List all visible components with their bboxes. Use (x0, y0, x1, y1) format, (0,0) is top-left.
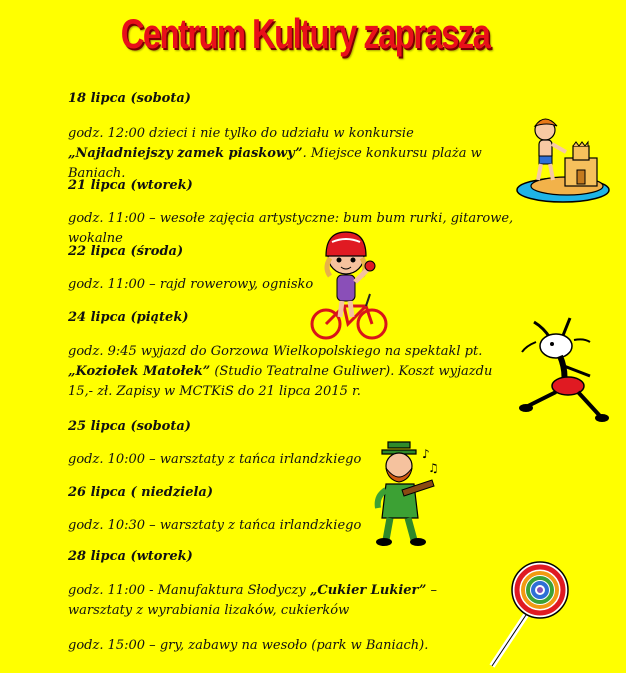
page-title: Centrum Kultury zaprasza (120, 10, 490, 57)
event-description: godz. 15:00 – gry, zabawy na wesoło (park w Baniach). (68, 638, 429, 653)
event-description: godz. 11:00 – rajd rowerowy, ognisko (68, 277, 314, 292)
girl-on-bike-illustration (308, 230, 390, 342)
lollipop-illustration (484, 558, 576, 670)
event-date: 25 lipca (sobota) (68, 419, 191, 434)
sandcastle-child-illustration (515, 112, 611, 204)
event-description: godz. 10:00 – warsztaty z tańca irlandzkiego (68, 452, 362, 467)
goat-character-illustration (516, 312, 616, 430)
event-date: 18 lipca (sobota) (68, 91, 191, 106)
event-date: 26 lipca ( niedziela) (68, 485, 213, 500)
event-date: 28 lipca (wtorek) (68, 549, 193, 564)
svg-text:♫: ♫ (428, 461, 439, 475)
event-description: godz. 11:00 - Manufaktura Słodyczy „Cukier Lukier” – warsztaty z wyrabiania lizaków, cukierków (68, 583, 437, 618)
event-description: godz. 9:45 wyjazd do Gorzowa Wielkopolskiego na spektakl pt. „Koziołek Matołek” (Studio Teatralne Guliwer). Koszt wyjazdu 15,- zł. Zapisy w MCTKiS do 21 lipca 2015 r. (68, 344, 493, 399)
event-description: godz. 11:00 – wesołe zajęcia artystyczne: bum bum rurki, gitarowe, wokalne (68, 211, 514, 246)
event-date: 22 lipca (środa) (68, 244, 184, 259)
event-description: godz. 12:00 dzieci i nie tylko do udziału w konkursie „Najładniejszy zamek piaskowy”. Miejsce konkursu plaża w Baniach. (68, 126, 482, 181)
leprechaun-fiddler-illustration (362, 434, 442, 550)
event-description: godz. 10:30 – warsztaty z tańca irlandzkiego (68, 518, 362, 533)
event-date: 21 lipca (wtorek) (68, 178, 193, 193)
svg-text:♪: ♪ (422, 447, 430, 461)
event-date: 24 lipca (piątek) (68, 310, 189, 325)
